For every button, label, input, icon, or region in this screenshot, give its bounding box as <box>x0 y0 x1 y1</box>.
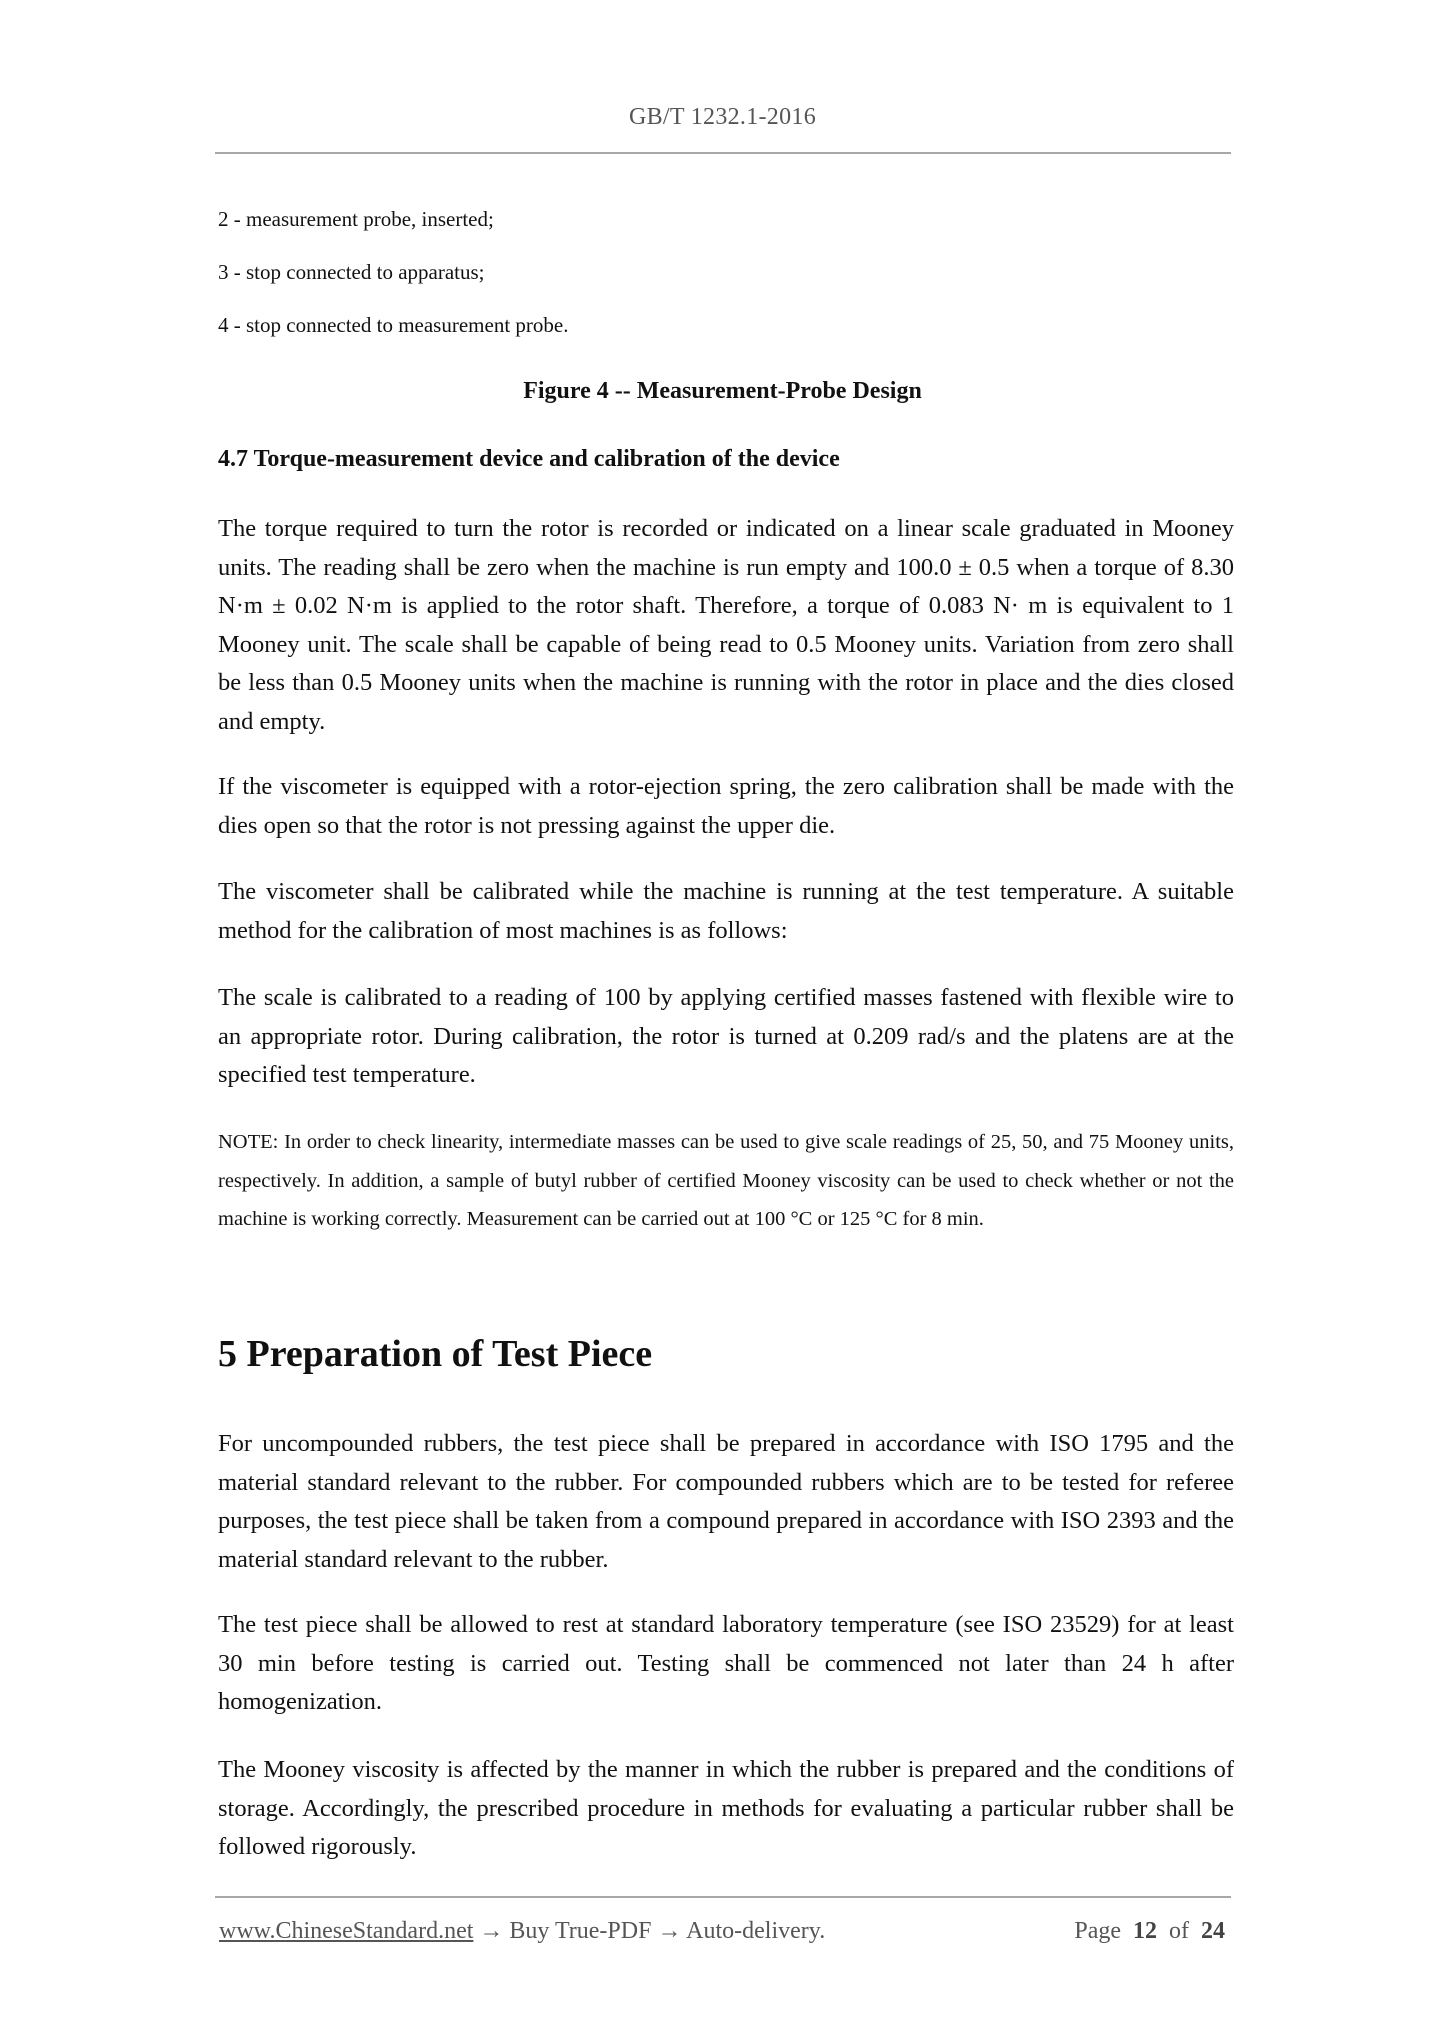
footer-text-delivery: Auto-delivery. <box>686 1918 826 1944</box>
website-link[interactable]: www.ChineseStandard.net <box>219 1918 474 1944</box>
footer-rule <box>215 1896 1231 1898</box>
figure-key-item: 4 - stop connected to measurement probe. <box>218 313 569 337</box>
paragraph: The Mooney viscosity is affected by the manner in which the rubber is prepared and the conditions of storage. Accordingly, the prescribed procedure in methods for evaluating a particular rubber shall be followed rigorously. <box>218 1756 1234 1860</box>
arrow-right-icon: → <box>657 1918 682 1944</box>
page-number <box>1074 1918 1225 1945</box>
page-current: 12 <box>1133 1918 1157 1944</box>
footer-promo <box>219 1918 825 1945</box>
page-total: 24 <box>1201 1918 1225 1944</box>
paragraph: If the viscometer is equipped with a rotor-ejection spring, the zero calibration shall be made with the dies open so that the rotor is not pressing against the upper die. <box>218 773 1234 839</box>
paragraph: The torque required to turn the rotor is recorded or indicated on a linear scale graduated in Mooney units. The reading shall be zero when the machine is run empty and 100.0 ± 0.5 when a torque of 8.30 N·m ± 0.02 N·m is applied to the rotor shaft. Therefore, a torque of 0.083 N· m is equivalent to 1 Mooney unit. The scale shall be capable of being read to 0.5 Mooney units. Variation from zero shall be less than 0.5 Mooney units when the machine is running with the rotor in place and the dies closed and empty. <box>218 515 1234 735</box>
paragraph: The viscometer shall be calibrated while the machine is running at the test temperature. A suitable method for the calibration of most machines is as follows: <box>218 878 1234 944</box>
paragraph: For uncompounded rubbers, the test piece shall be prepared in accordance with ISO 1795 and the material standard relevant to the rubber. For compounded rubbers which are to be tested for referee purposes, the test piece shall be taken from a compound prepared in accordance with ISO 2393 and the material standard relevant to the rubber. <box>218 1430 1234 1573</box>
paragraph: The scale is calibrated to a reading of 100 by applying certified masses fastened with flexible wire to an appropriate rotor. During calibration, the rotor is turned at 0.209 rad/s and the platens are at the specified test temperature. <box>218 984 1234 1088</box>
header-rule <box>215 152 1231 154</box>
document-header: GB/T 1232.1-2016 <box>628 104 817 130</box>
note-paragraph: NOTE: In order to check linearity, intermediate masses can be used to give scale readings of 25, 50, and 75 Mooney units, respectively. In addition, a sample of butyl rubber of certified Mooney viscosity can be used to check whether or not the machine is working correctly. Measurement can be carried out at 100 °C or 125 °C for 8 min. <box>218 1131 1234 1231</box>
of-label: of <box>1169 1918 1189 1944</box>
figure-key-item: 2 - measurement probe, inserted; <box>218 207 494 231</box>
paragraph: The test piece shall be allowed to rest at standard laboratory temperature (see ISO 23529) for at least 30 min before testing is carried out. Testing shall be commenced not later than 24 h after homogenization. <box>218 1611 1234 1715</box>
page-label: Page <box>1074 1918 1121 1944</box>
arrow-right-icon: → <box>479 1918 504 1944</box>
section-heading-4-7: 4.7 Torque-measurement device and calibration of the device <box>218 446 840 472</box>
footer-text-buy: Buy True-PDF <box>509 1918 652 1944</box>
figure-caption: Figure 4 -- Measurement-Probe Design <box>523 378 922 404</box>
section-heading-5: 5 Preparation of Test Piece <box>218 1333 653 1375</box>
figure-key-item: 3 - stop connected to apparatus; <box>218 260 485 284</box>
